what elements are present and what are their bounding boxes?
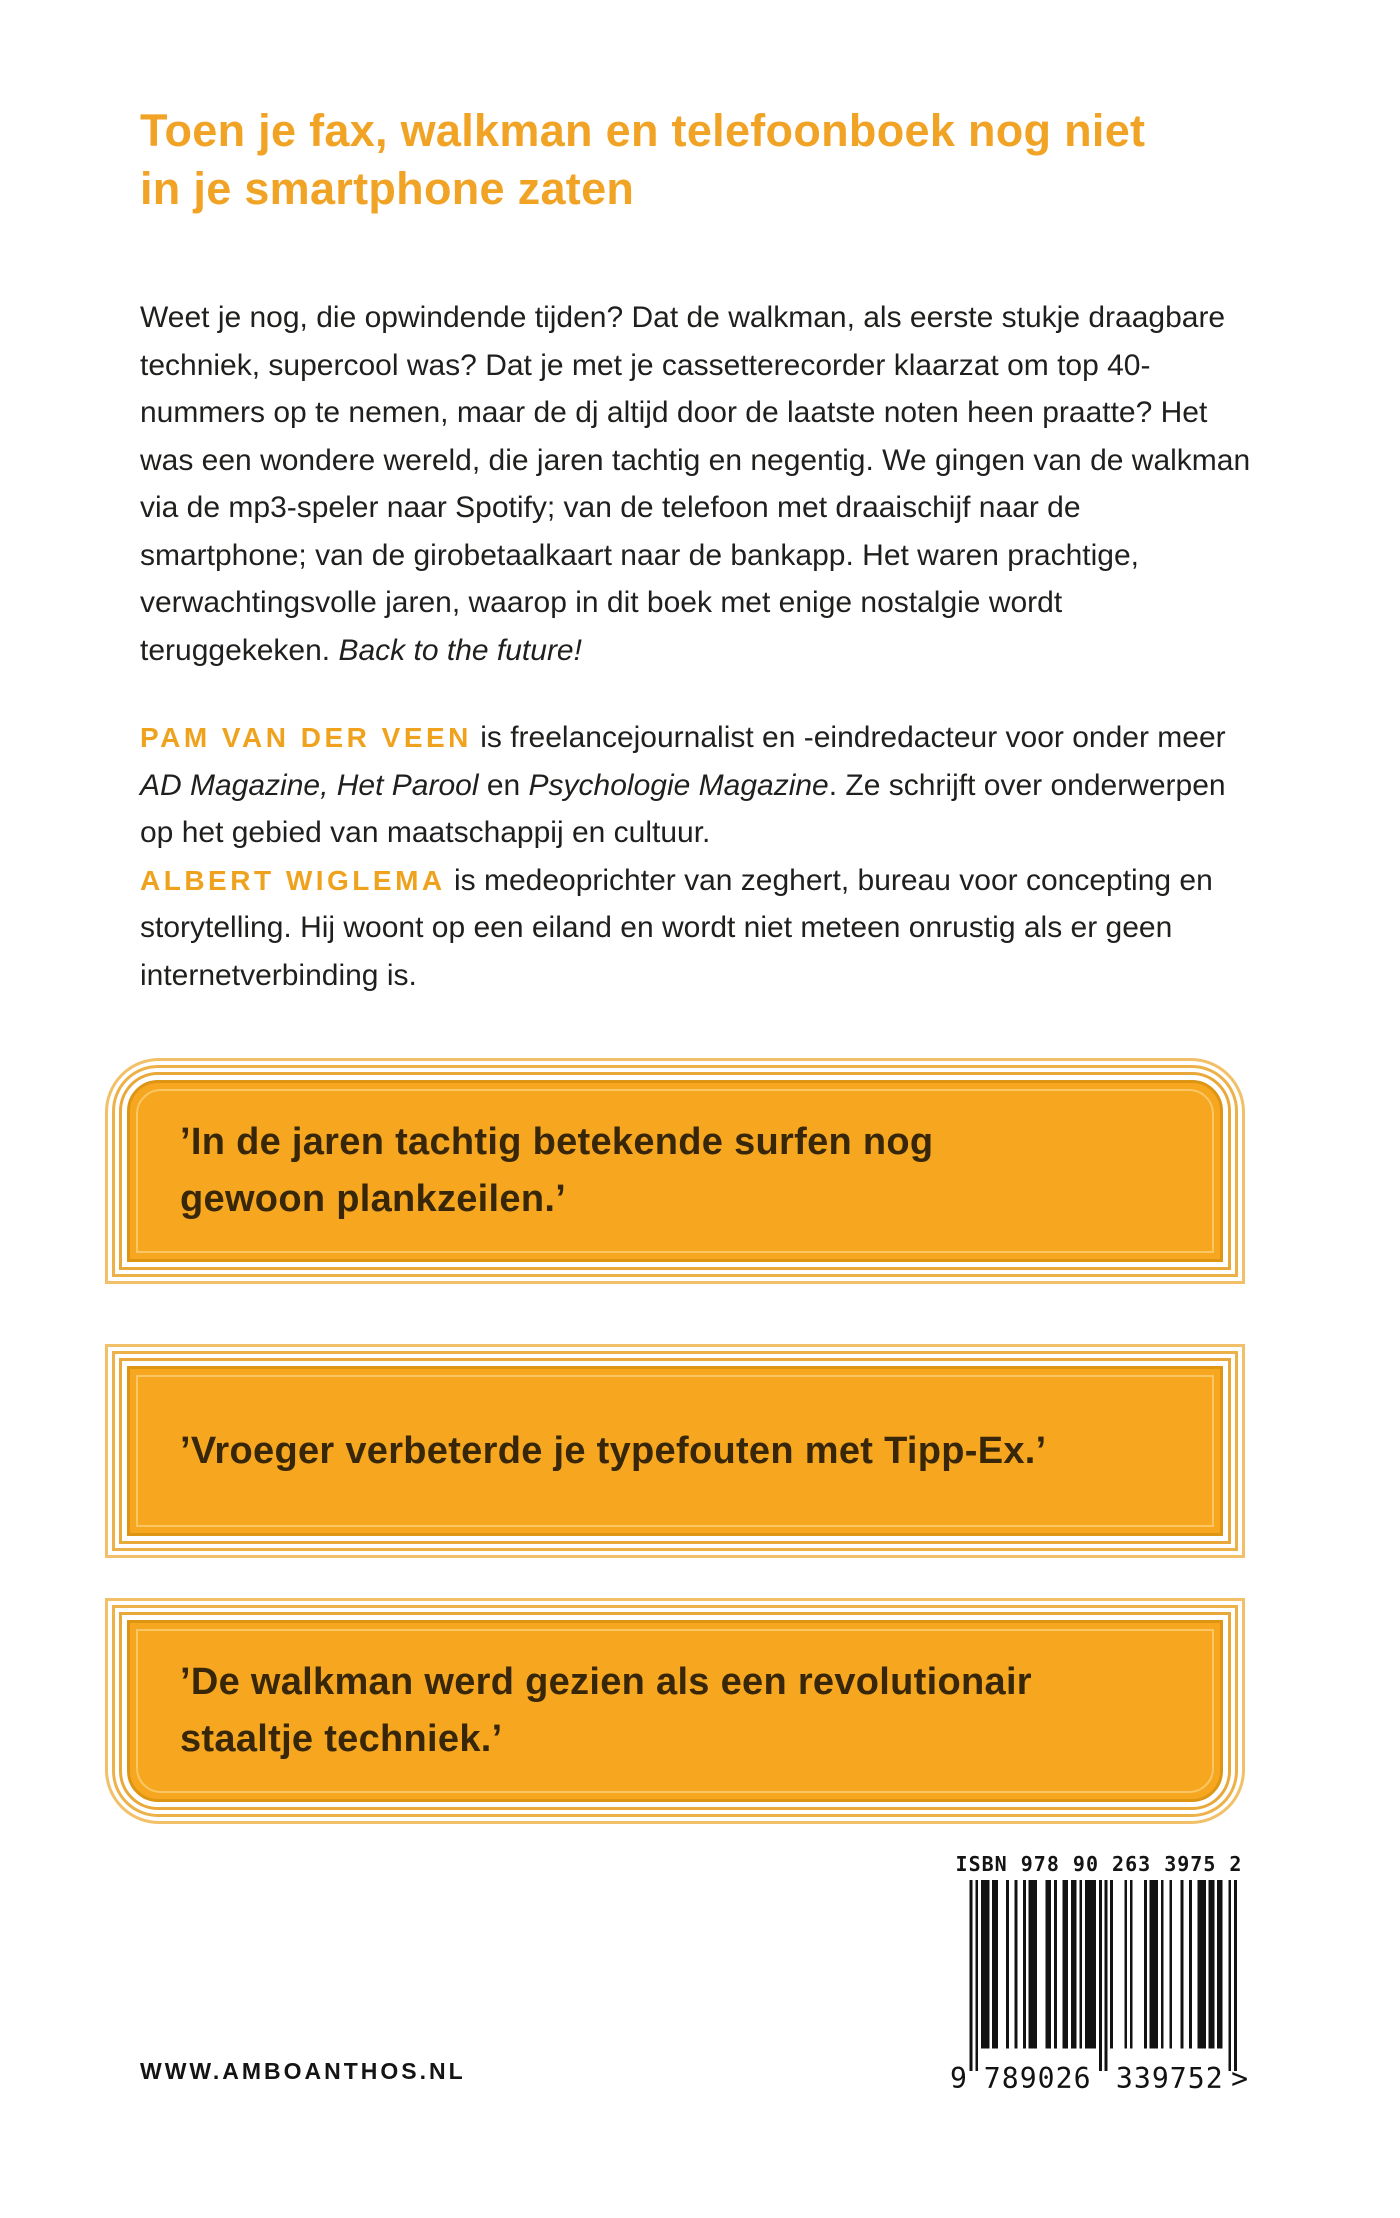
svg-text:339752: 339752 [1115, 2062, 1223, 2094]
svg-text:789026: 789026 [983, 2062, 1091, 2094]
publisher-website: WWW.AMBOANTHOS.NL [140, 2058, 466, 2084]
blurb-paragraph: Weet je nog, die opwindende tijden? Dat de walkman, als eerste stukje draagbare techniek, supercool was? Dat je met je cassetterecorder klaarzat om top 40-nummers op te nemen, maar de dj altijd door de laatste noten heen praatte? Het was een wondere wereld, die jaren tachtig en negentig. We gingen van de walkman via de mp3-speler naar Spotify; van de telefoon met draaischijf naar de smartphone; van de girobetaalkaart naar de bankapp. Het waren prachtige, verwachtingsvolle jaren, waarop in dit boek met enige nostalgie wordt teruggekeken. Back to the future! [140, 301, 1251, 667]
quote-box-1 [105, 1058, 1245, 1284]
quote-box-2 [105, 1344, 1245, 1558]
tagline: Toen je fax, walkman en telefoonboek nog niet in je smartphone zaten [140, 105, 1146, 214]
author-bios: PAM VAN DER VEEN is freelancejournalist en -eindredacteur voor onder meer AD Magazine, Het Parool en Psychologie Magazine. Ze schrijft over onderwerpen op het gebied van maatschappij en cultuur. ALBERT WIGLEMA is medeoprichter van zeghert, bureau voor concepting en storytelling. Hij woont op een eiland en wordt niet meteen onrustig als er geen internetverbinding is. [140, 721, 1226, 992]
isbn-barcode [950, 1852, 1248, 2094]
quote-text-3: ’De walkman werd gezien als een revolutionair staaltje techniek.’ [180, 1661, 1032, 1760]
svg-text:9: 9 [950, 2062, 967, 2094]
ean13-barcode [950, 1880, 1248, 2094]
quote-text-1: ’In de jaren tachtig betekende surfen nog gewoon plankzeilen.’ [180, 1121, 934, 1220]
quote-box-3 [105, 1598, 1245, 1824]
quote-text-2: ’Vroeger verbeterde je typefouten met Tipp-Ex.’ [180, 1429, 1047, 1472]
quote-boxes [105, 1058, 1245, 1824]
isbn-label: ISBN 978 90 263 3975 2 [955, 1852, 1243, 1876]
svg-text:>: > [1231, 2062, 1248, 2094]
